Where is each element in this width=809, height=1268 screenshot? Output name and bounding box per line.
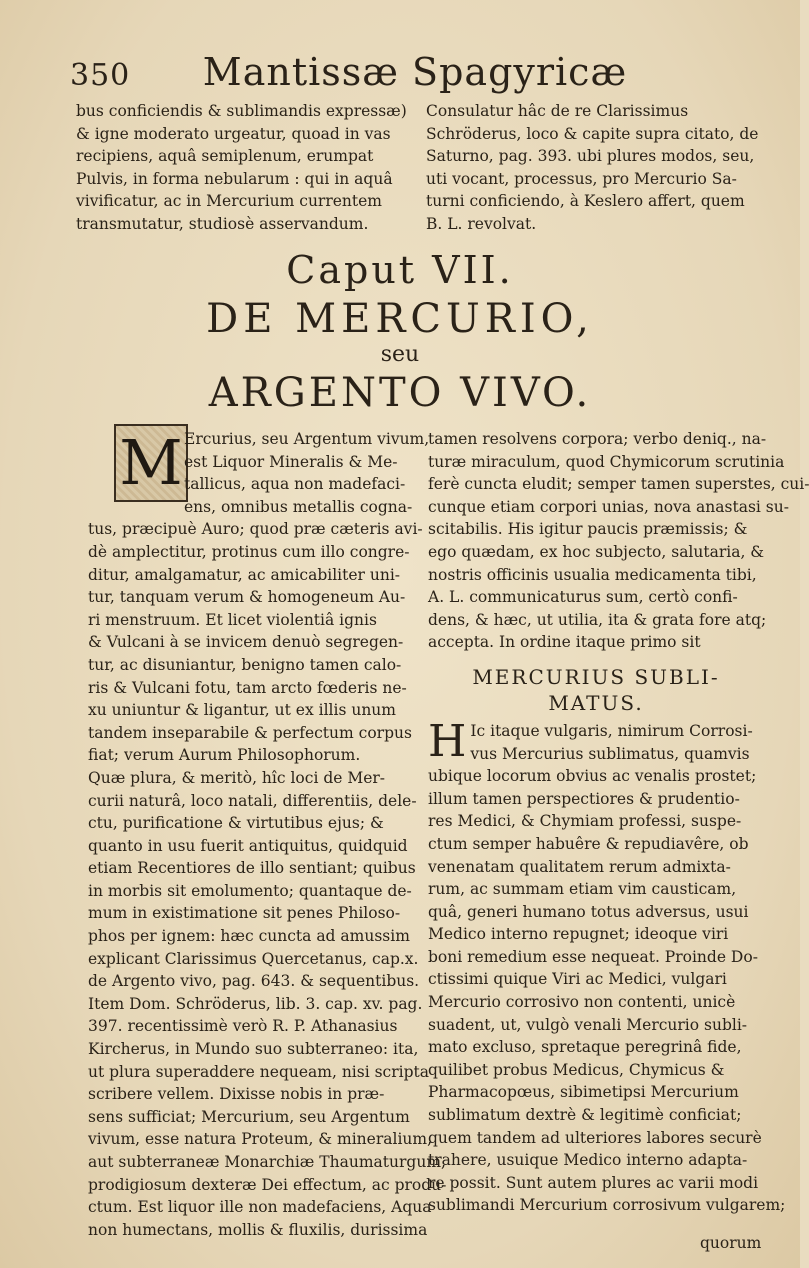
text-line: Medico interno repugnet; ideoque viri (428, 925, 729, 944)
text-line: ctum semper habuêre & repudiavêre, ob (428, 834, 749, 853)
text-line: ri menstruum. Et licet violentiâ ignis (88, 610, 377, 629)
catchword: quorum (700, 1234, 762, 1252)
text-line: in morbis sit emolumento; quantaque de- (88, 881, 412, 900)
text-line: fiat; verum Aurum Philosophorum. (88, 746, 361, 765)
text-line: sens sufficiat; Mercurium, seu Argentum (88, 1107, 410, 1126)
text-line: phos per ignem: hæc cuncta ad amussim (88, 927, 410, 946)
text-line: ubique locorum obvius ac venalis prostet; (428, 767, 757, 786)
text-line: cunque etiam corpori unias, nova anastasi su- (428, 497, 789, 516)
text-line: quilibet probus Medicus, Chymicus & (428, 1060, 725, 1079)
text-line: bus conficiendis & sublimandis expressæ) (76, 102, 407, 120)
text-line: suadent, ut, vulgò venali Mercurio subli- (428, 1015, 748, 1034)
body-right-bottom (428, 715, 786, 1217)
text-line: Kircherus, in Mundo suo subterraneo: ita, (88, 1040, 419, 1059)
text-line: Quæ plura, & meritò, hîc loci de Mer- (88, 768, 386, 787)
text-line: & igne moderato urgeatur, quoad in vas (76, 124, 391, 143)
text-line: & Vulcani à se invicem denuò segregen- (88, 633, 404, 652)
text-line: tur, ac disuniantur, benigno tamen calo- (88, 655, 402, 674)
text-line: Mercurio corrosivo non contenti, unicè (428, 993, 736, 1012)
text-line: Item Dom. Schröderus, lib. 3. cap. xv. pag. (88, 994, 423, 1013)
text-line: Schröderus, loco & capite supra citato, de (426, 124, 759, 143)
text-line: mum in existimatione sit penes Philoso- (88, 904, 401, 923)
text-line: Ercurius, seu Argentum vivum, (184, 430, 430, 448)
text-line: scribere vellem. Dixisse nobis in præ- (88, 1085, 385, 1104)
text-line: curii naturâ, loco natali, differentiis, dele- (88, 791, 417, 810)
text-line: sublimandi Mercurium corrosivum vulgarem; (428, 1196, 786, 1215)
text-line: aut subterraneæ Monarchiæ Thaumaturgum, (88, 1153, 446, 1171)
text-line: transmutatur, studiosè asservandum. (76, 214, 369, 233)
text-line: venenatam qualitatem rerum admixta- (428, 857, 731, 876)
chapter-title-line1: DE MERCURIO, (206, 296, 594, 342)
running-title: Mantissæ Spagyricæ (202, 50, 628, 94)
text-line: tallicus, aqua non madefaci- (184, 475, 406, 494)
text-line: rum, ac summam etiam vim causticam, (428, 880, 737, 899)
text-line: 397. recentissimè verò R. P. Athanasius (88, 1017, 398, 1036)
text-line: mato excluso, spretaque peregrinâ fide, (428, 1038, 742, 1057)
text-line: B. L. revolvat. (426, 214, 537, 233)
text-line: Pulvis, in forma nebularum : qui in aquâ (76, 169, 393, 188)
text-line: Consulatur hâc de re Clarissimus (426, 102, 689, 120)
text-line: re possit. Sunt autem plures ac varii modi (428, 1173, 759, 1192)
text-line: dè amplectitur, protinus cum illo congre- (88, 542, 410, 561)
chapter-title-line2: ARGENTO VIVO. (208, 370, 592, 416)
text-line: ut plura superaddere nequeam, nisi scripta (88, 1062, 429, 1081)
text-line: Pharmacopœus, sibimetipsi Mercurium (428, 1083, 739, 1102)
text-line: vus Mercurius sublimatus, quamvis (470, 744, 750, 763)
body-right-column (428, 428, 809, 1217)
text-line: ens, omnibus metallis cogna- (184, 497, 413, 516)
text-line: de Argento vivo, pag. 643. & sequentibus. (88, 972, 420, 991)
text-line: tus, præcipuè Auro; quod præ cæteris avi- (88, 520, 423, 539)
text-line: boni remedium esse nequeat. Proinde Do- (428, 947, 758, 966)
text-line: A. L. communicaturus sum, certò confi- (428, 588, 738, 607)
text-line: Saturno, pag. 393. ubi plures modos, seu, (426, 147, 755, 166)
text-line: quâ, generi humano totus adversus, usui (428, 902, 749, 921)
text-line: quanto in usu fuerit antiquitus, quidquid (88, 836, 408, 855)
text-line: recipiens, aquâ semiplenum, erumpat (76, 147, 374, 166)
text-line: res Medici, & Chymiam professi, suspe- (428, 812, 742, 831)
top-left-column (76, 100, 412, 236)
text-line: vivificatur, ac in Mercurium currentem (76, 192, 383, 211)
subheading-line2: MATUS. (548, 690, 644, 715)
text-line: vivum, esse natura Proteum, & mineralium, (88, 1130, 433, 1149)
top-right-column (426, 100, 762, 236)
text-line: ferè cuncta eludit; semper tamen superstes, cui- (428, 475, 809, 494)
text-line: turæ miraculum, quod Chymicorum scrutinia (428, 452, 785, 471)
text-line: est Liquor Mineralis & Me- (184, 452, 398, 471)
text-line: prodigiosum dexteræ Dei effectum, ac produ- (88, 1175, 447, 1194)
text-line: explicant Clarissimus Quercetanus, cap.x. (88, 949, 419, 968)
text-line: etiam Recentiores de illo sentiant; quibus (88, 859, 416, 878)
text-line: tandem inseparabile & perfectum corpus (88, 723, 412, 742)
text-line: accepta. In ordine itaque primo sit (428, 633, 701, 652)
text-line: illum tamen perspectiores & prudentio- (428, 789, 740, 808)
text-line: nostris officinis usualia medicamenta tibi, (428, 565, 757, 584)
text-line: ctu, purificatione & virtutibus ejus; & (88, 814, 384, 833)
text-line: ego quædam, ex hoc subjecto, salutaria, & (428, 542, 765, 561)
body-right-top (428, 428, 809, 654)
text-line: tamen resolvens corpora; verbo deniq., na- (428, 430, 767, 448)
subheading-line1: MERCURIUS SUBLI- (472, 664, 720, 689)
page-number: 350 (70, 58, 131, 93)
section-subheading (428, 664, 764, 716)
decorated-initial-letter: M (119, 426, 183, 499)
text-line: ditur, amalgamatur, ac amicabiliter uni- (88, 565, 401, 584)
text-line: ctissimi quique Viri ac Medici, vulgari (428, 970, 727, 989)
text-line: xu uniuntur & ligantur, ut ex illis unum (88, 701, 396, 720)
text-line: sublimatum dextrè & legitimè conficiat; (428, 1106, 742, 1125)
page-header (70, 48, 760, 98)
text-line: ctum. Est liquor ille non madefaciens, Aqua (88, 1198, 432, 1217)
chapter-number: Caput VII. (286, 248, 514, 292)
body-left-column (88, 428, 447, 1241)
text-line: ris & Vulcani fotu, tam arcto fœderis ne- (88, 678, 407, 697)
chapter-title-seu: seu (380, 342, 420, 367)
text-line: non humectans, mollis & fluxilis, durissima (88, 1220, 428, 1239)
text-line: uti vocant, processus, pro Mercurio Sa- (426, 169, 737, 188)
drop-initial-h: H (428, 715, 467, 767)
text-line: dens, & hæc, ut utilia, ita & grata fore atq; (428, 610, 767, 629)
text-line: tur, tanquam verum & homogeneum Au- (88, 588, 406, 607)
text-line: scitabilis. His igitur paucis præmissis; & (428, 520, 748, 539)
text-line: trahere, usuique Medico interno adapta- (428, 1151, 748, 1170)
text-line: quem tandem ad ulteriores labores securè (428, 1128, 762, 1147)
text-line: Ic itaque vulgaris, nimirum Corrosi- (470, 721, 753, 740)
text-line: turni conficiendo, à Keslero affert, quem (426, 192, 745, 211)
